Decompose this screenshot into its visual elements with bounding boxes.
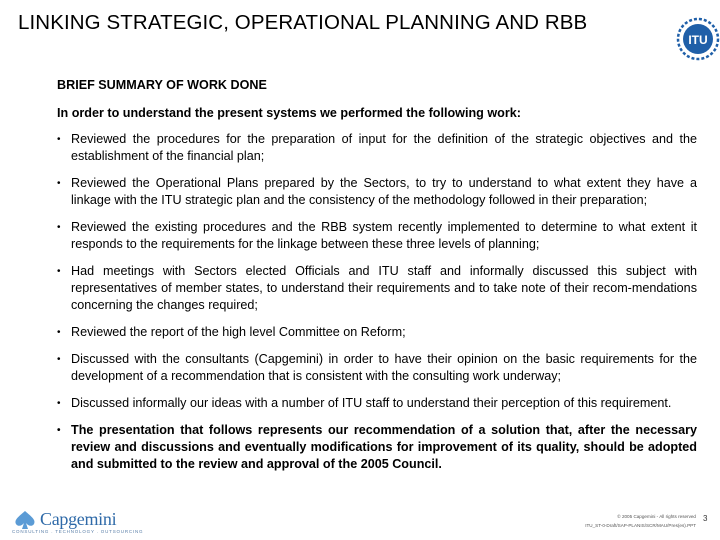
capgemini-logo — [10, 508, 144, 536]
list-item-text: Reviewed the report of the high level Committee on Reform; — [71, 325, 406, 339]
capgemini-tagline: CONSULTING . TECHNOLOGY . OUTSOURCING — [12, 529, 144, 534]
list-item-text: The presentation that follows represents our recommendation of a solution that, after the necessary review and discussions and eventually modifications for improvement of its quality, should be adopted and submitted to the review and approval of the 2005 Council. — [71, 423, 697, 471]
page-number: 3 — [703, 514, 708, 523]
capgemini-wordmark: Capgemini — [40, 509, 117, 529]
list-item-text: Reviewed the procedures for the preparation of input for the definition of the strategic objectives and the establishment of the financial plan; — [71, 132, 697, 163]
intro-text: In order to understand the present systems we performed the following work: — [57, 106, 521, 120]
section-heading: BRIEF SUMMARY OF WORK DONE — [57, 78, 267, 92]
bullet-icon: • — [57, 327, 61, 338]
itu-logo-text: ITU — [688, 33, 708, 47]
list-item-text: Had meetings with Sectors elected Officials and ITU staff and informally discussed this subject with representatives of member states, to understand their requirements and to take note of their recom-mendations concerning the changes required; — [71, 264, 697, 312]
list-item-text: Reviewed the Operational Plans prepared by the Sectors, to try to understand to what extent they have a linkage with the ITU strategic plan and the consistency of the methodology followed in their preparation; — [71, 176, 697, 207]
list-item — [57, 131, 697, 165]
bullet-icon: • — [57, 134, 61, 145]
list-item-text: Discussed with the consultants (Capgemini) in order to have their opinion on the basic requirements for the development of a recommendation that is consistent with the consulting work underway; — [71, 352, 697, 383]
list-item-conclusion — [57, 422, 697, 473]
list-item-text: Reviewed the existing procedures and the RBB system recently implemented to determine to what extent it responds to the requirements for the linkage between these three levels of planning; — [71, 220, 697, 251]
file-path-text: ITU_ST-0-Draft/SAP-PLANIS/SCR/MAU/Pres(es).PPT — [585, 523, 696, 528]
bullet-icon: • — [57, 266, 61, 277]
list-item — [57, 175, 697, 209]
list-item-text: Discussed informally our ideas with a number of ITU staff to understand their perception of this requirement. — [71, 396, 672, 410]
work-done-list — [57, 131, 697, 473]
bullet-icon: • — [57, 398, 61, 409]
itu-logo-icon — [672, 16, 720, 62]
bullet-icon: • — [57, 222, 61, 233]
slide-title: LINKING STRATEGIC, OPERATIONAL PLANNING AND RBB — [18, 11, 588, 34]
footer-info — [560, 512, 696, 530]
bullet-icon: • — [57, 178, 61, 189]
bullet-icon: • — [57, 425, 61, 436]
capgemini-spade-icon — [12, 510, 38, 530]
list-item — [57, 263, 697, 314]
list-item — [57, 395, 697, 412]
bullet-icon: • — [57, 354, 61, 365]
list-item — [57, 219, 697, 253]
list-item — [57, 351, 697, 385]
list-item — [57, 324, 697, 341]
copyright-text: © 2005 Capgemini - All rights reserved — [617, 514, 696, 519]
slide-body — [57, 77, 697, 483]
